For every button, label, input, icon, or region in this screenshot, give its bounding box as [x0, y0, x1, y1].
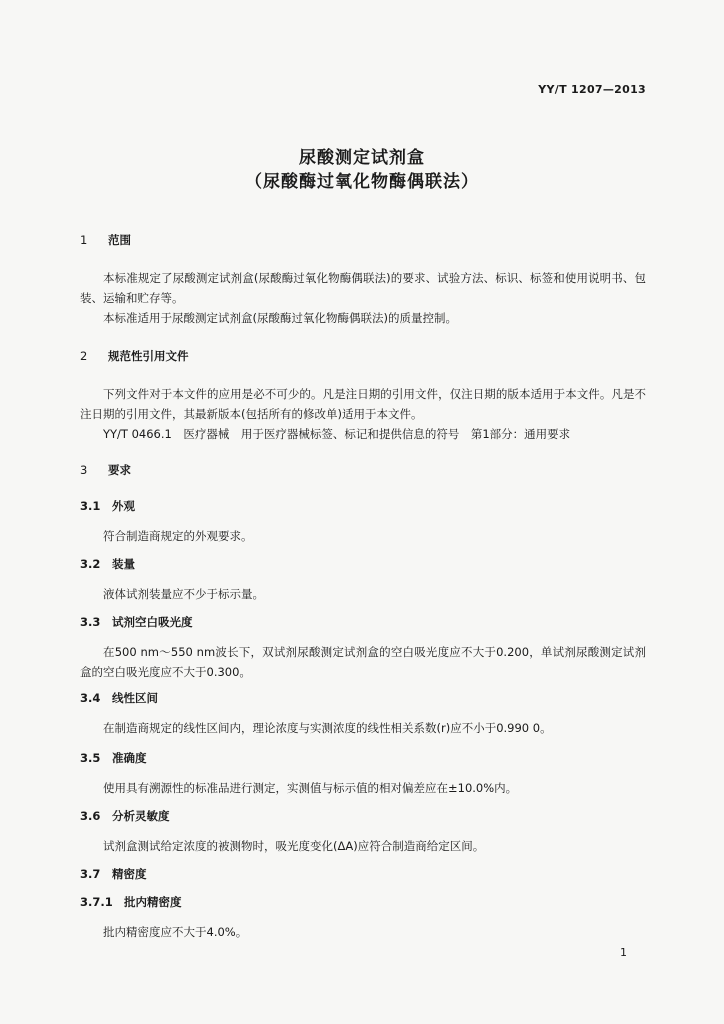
- subsection-3-4-text: 在制造商规定的线性区间内，理论浓度与实测浓度的线性相关系数(r)应不小于0.990 0。: [103, 721, 552, 735]
- subsection-3-3-text: 在500 nm～550 nm波长下，双试剂尿酸测定试剂盒的空白吸光度应不大于0.200，单试剂尿酸测定试剂盒的空白吸光度应不大于0.300。: [80, 645, 646, 679]
- subsection-number: 3.7: [80, 867, 101, 881]
- subsection-3-6-text: 试剂盒测试给定浓度的被测物时，吸光度变化(ΔA)应符合制造商给定区间。: [103, 839, 485, 853]
- title-main: 尿酸测定试剂盒: [299, 148, 425, 168]
- subsection-3-4-heading: [80, 690, 158, 706]
- section-1-paragraph-1: 本标准规定了尿酸测定试剂盒(尿酸酶过氧化物酶偶联法)的要求、试验方法、标识、标签和使用说明书、包装、运输和贮存等。: [80, 271, 646, 305]
- title-subtitle: （尿酸酶过氧化物酶偶联法）: [245, 172, 479, 192]
- document-title: [0, 146, 724, 194]
- subsection-number: 3.1: [80, 499, 101, 513]
- subsection-title: 精密度: [112, 867, 147, 881]
- section-2-heading: [80, 348, 189, 364]
- subsection-3-2-heading: [80, 556, 135, 572]
- page-number: 1: [620, 946, 627, 959]
- standard-code: YY/T 1207—2013: [538, 83, 646, 96]
- section-3-heading: [80, 462, 131, 478]
- subsection-3-6-heading: [80, 808, 170, 824]
- subsection-number: 3.3: [80, 615, 101, 629]
- section-1-heading: [80, 232, 131, 248]
- subsection-title: 试剂空白吸光度: [112, 615, 193, 629]
- section-number: 3: [80, 463, 88, 477]
- subsection-title: 准确度: [112, 751, 147, 765]
- subsection-3-5-text: 使用具有溯源性的标准品进行测定，实测值与标示值的相对偏差应在±10.0%内。: [103, 781, 518, 795]
- subsection-3-7-heading: [80, 866, 147, 882]
- section-1-paragraph-2: 本标准适用于尿酸测定试剂盒(尿酸酶过氧化物酶偶联法)的质量控制。: [103, 311, 457, 325]
- subsection-3-2-text: 液体试剂装量应不少于标示量。: [103, 587, 264, 601]
- subsection-3-1-text: 符合制造商规定的外观要求。: [103, 529, 253, 543]
- subsection-3-5-heading: [80, 750, 147, 766]
- subsection-number: 3.5: [80, 751, 101, 765]
- section-number: 2: [80, 349, 88, 363]
- subsection-number: 3.4: [80, 691, 101, 705]
- subsection-number: 3.6: [80, 809, 101, 823]
- subsection-title: 分析灵敏度: [112, 809, 170, 823]
- subsection-3-1-heading: [80, 498, 135, 514]
- subsection-title: 外观: [112, 499, 136, 513]
- subsection-title: 批内精密度: [124, 895, 182, 909]
- section-title: 规范性引用文件: [108, 349, 189, 363]
- section-title: 范围: [108, 233, 132, 247]
- section-2-reference: YY/T 0466.1 医疗器械 用于医疗器械标签、标记和提供信息的符号 第1部分：通用要求: [103, 427, 571, 441]
- subsection-number: 3.7.1: [80, 895, 113, 909]
- subsection-number: 3.2: [80, 557, 101, 571]
- subsection-title: 装量: [112, 557, 136, 571]
- section-number: 1: [80, 233, 88, 247]
- section-title: 要求: [108, 463, 132, 477]
- section-2-paragraph-1: 下列文件对于本文件的应用是必不可少的。凡是注日期的引用文件，仅注日期的版本适用于本文件。凡是不注日期的引用文件，其最新版本(包括所有的修改单)适用于本文件。: [80, 387, 646, 421]
- subsection-3-7-1-heading: [80, 894, 182, 910]
- subsection-3-3-heading: [80, 614, 193, 630]
- subsection-3-7-1-text: 批内精密度应不大于4.0%。: [103, 925, 248, 939]
- subsection-title: 线性区间: [112, 691, 159, 705]
